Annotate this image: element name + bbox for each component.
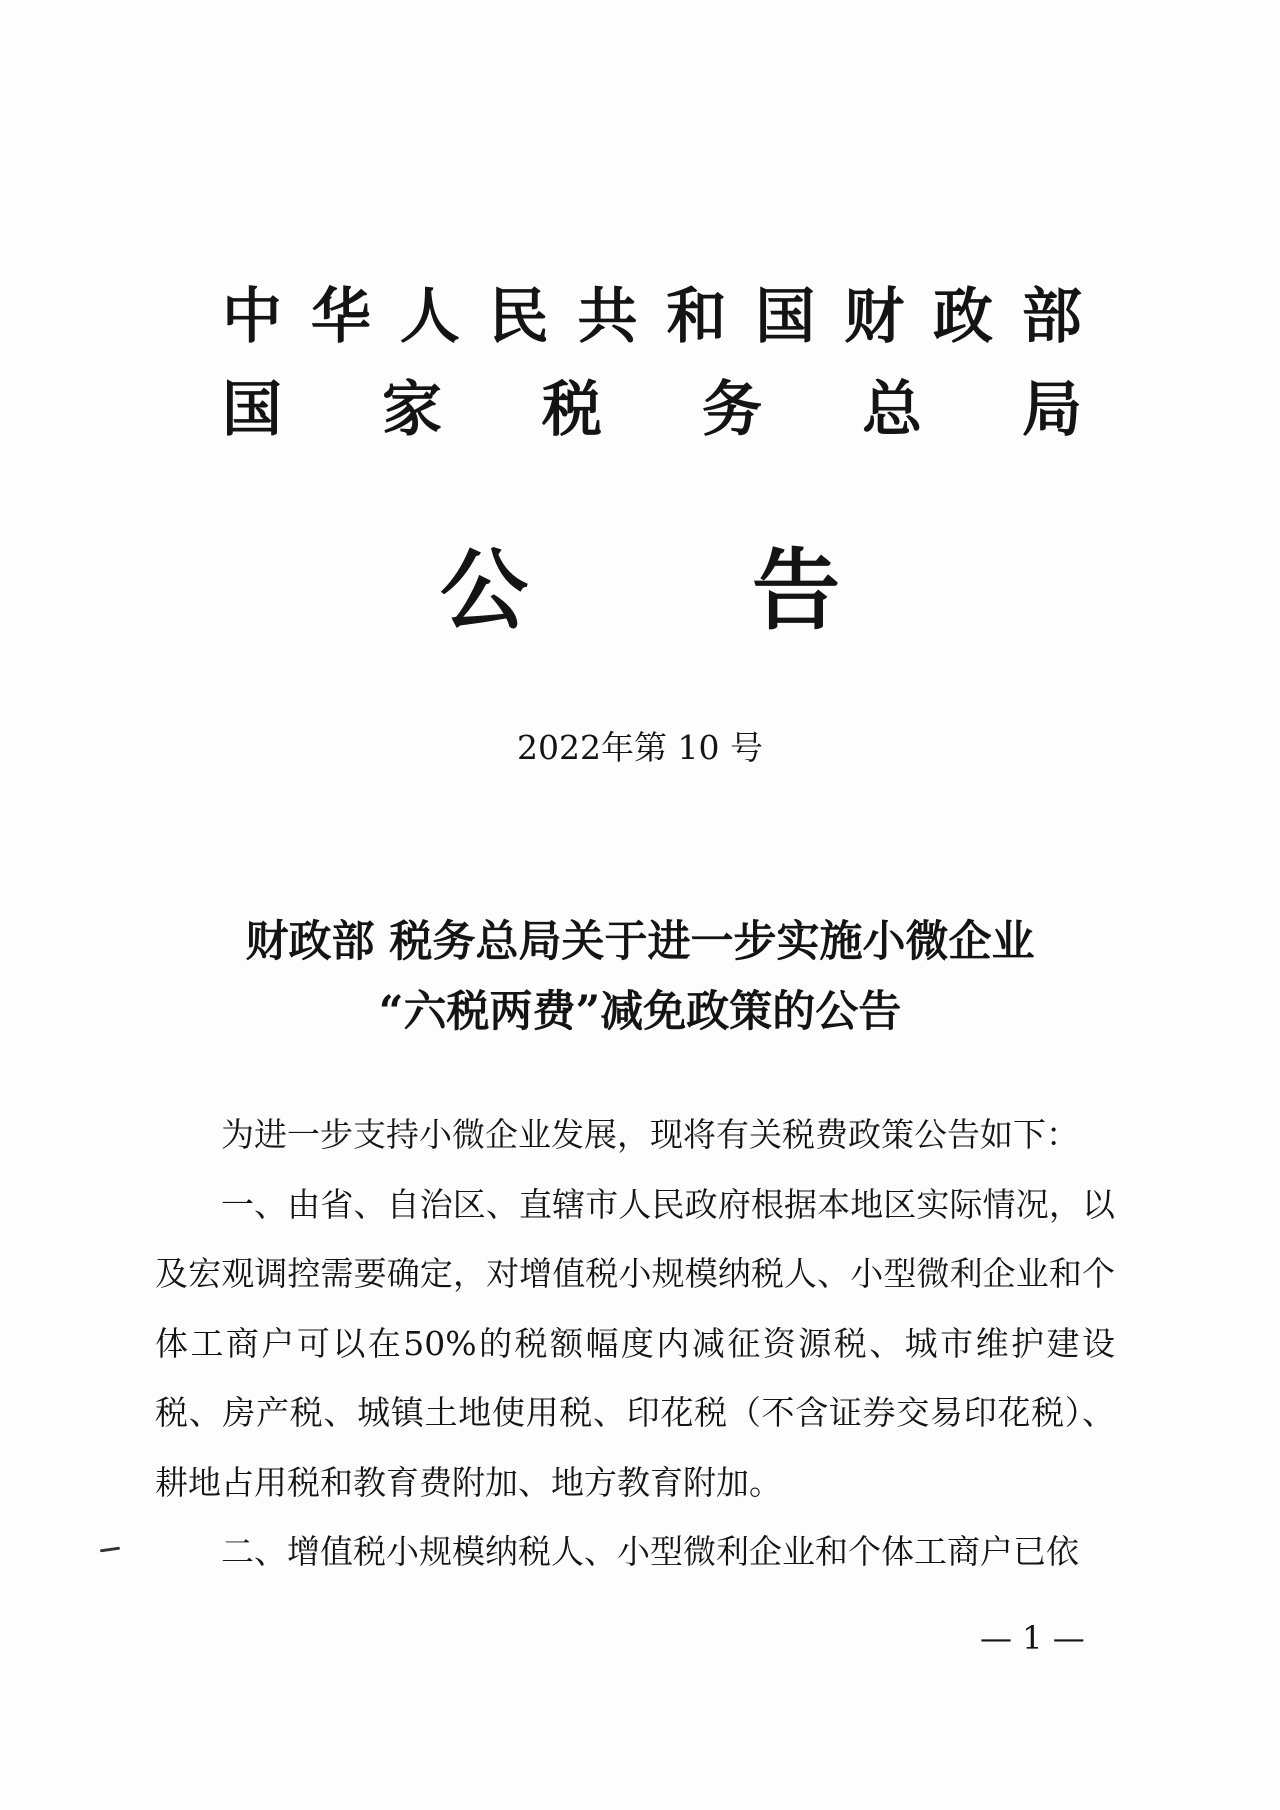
issuer-char: 国 xyxy=(755,282,816,352)
issuer-char: 部 xyxy=(1021,282,1082,352)
issuer-char: 和 xyxy=(666,282,727,352)
issuer-char: 家 xyxy=(382,375,442,445)
issuer-char: 务 xyxy=(702,375,762,445)
body-text xyxy=(155,1100,1115,1587)
issuer-char: 税 xyxy=(542,375,602,445)
scan-artifact-mark xyxy=(100,1547,120,1553)
body-item-1-paragraph: 一、由省、自治区、直辖市人民政府根据本地区实际情况，以及宏观调控需要确定，对增值税小规模纳税人、小型微利企业和个体工商户可以在50%的税额幅度内减征资源税、城市维护建设税、房产税、城镇土地使用税、印花税（不含证券交易印花税）、耕地占用税和教育费附加、地方教育附加。 xyxy=(155,1184,1115,1502)
issuer-ministry-of-finance xyxy=(222,282,1082,352)
issuer-char: 局 xyxy=(1022,375,1082,445)
issuer-char: 共 xyxy=(577,282,638,352)
issuer-char: 政 xyxy=(933,282,993,352)
issuer-char: 国 xyxy=(222,375,282,445)
issuer-char: 中 xyxy=(222,282,282,352)
issuer-char: 财 xyxy=(844,282,905,352)
issuer-char: 华 xyxy=(310,282,371,352)
headline-line-2: “六税两费”减免政策的公告 xyxy=(378,987,902,1037)
issuer-char: 总 xyxy=(862,375,922,445)
body-item-2-paragraph: 二、增值税小规模纳税人、小型微利企业和个体工商户已依 xyxy=(221,1532,1079,1571)
document-number: 2022年第 10 号 xyxy=(517,728,763,767)
issuer-char: 民 xyxy=(488,282,549,352)
body-intro-paragraph: 为进一步支持小微企业发展，现将有关税费政策公告如下： xyxy=(221,1115,1079,1154)
issuer-char: 人 xyxy=(399,282,460,352)
issuer-state-taxation-administration xyxy=(222,375,1082,445)
notice-title xyxy=(440,540,840,640)
page-number: — 1 — xyxy=(980,1619,1085,1657)
notice-title-char: 告 xyxy=(751,538,840,642)
headline-line-1: 财政部 税务总局关于进一步实施小微企业 xyxy=(245,917,1035,967)
notice-title-char: 公 xyxy=(440,538,529,642)
